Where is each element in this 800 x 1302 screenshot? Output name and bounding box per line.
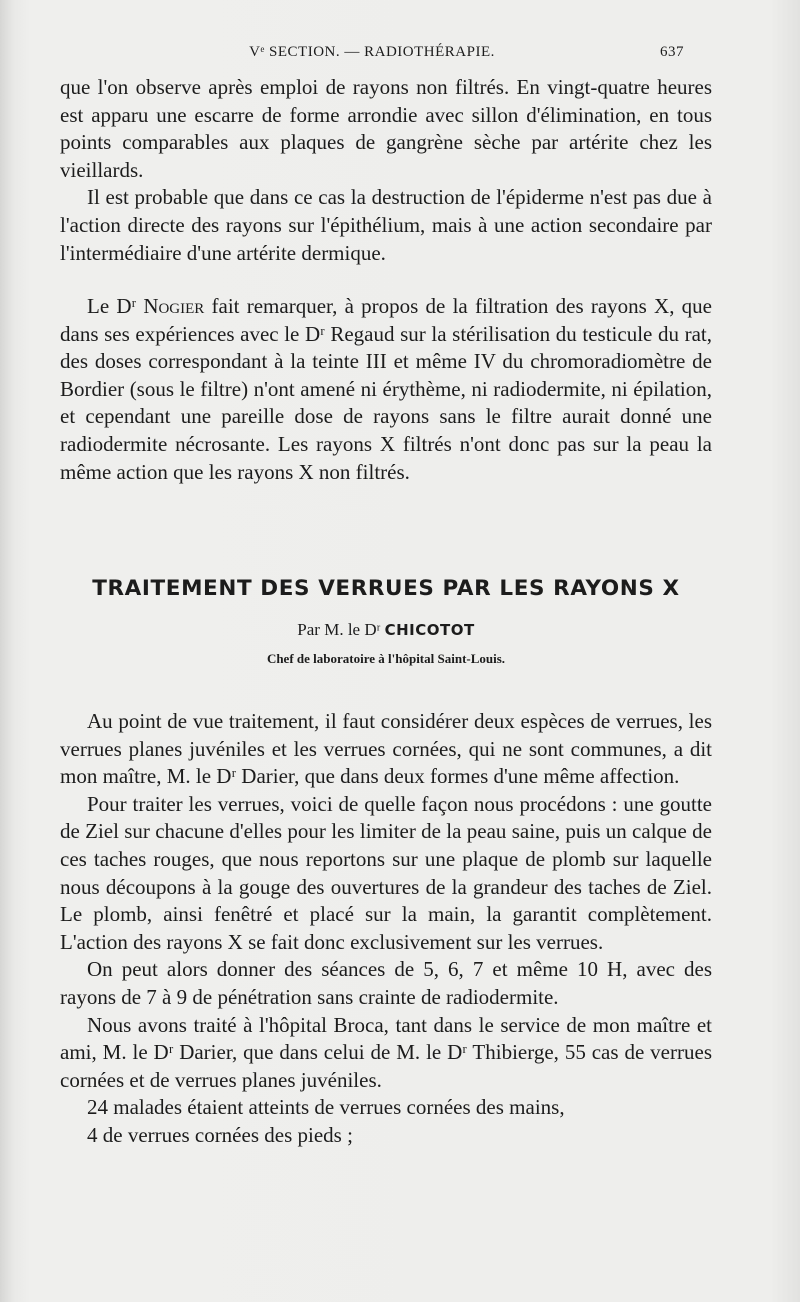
doctor-prefix: Le Dʳ [87, 294, 137, 318]
body-paragraph-1: Au point de vue traitement, il faut considérer deux espèces de verrues, les verrues planes juvéniles et les verrues cornées, qui ne sont communes, a dit mon maître, M. le Dʳ Darier, que dans deux formes d'une même affection. [60, 709, 712, 789]
page-number: 637 [660, 44, 684, 60]
intro-paragraph-2: Il est probable que dans ce cas la destruction de l'épiderme n'est pas due à l'action directe des rayons sur l'épithélium, mais à une action secondaire par l'intermédiaire d'une artérite dermique. [60, 185, 712, 265]
intro-paragraph-1: que l'on observe après emploi de rayons non filtrés. En vingt-quatre heures est apparu une escarre de forme arrondie avec sillon d'élimination, en tous points comparables aux plaques de gangrène sèche par artérite chez les vieillards. [60, 75, 712, 182]
body-paragraph-2: Pour traiter les verrues, voici de quelle façon nous procédons : une goutte de Ziel sur chacune d'elles pour les limiter de la peau saine, puis un calque de ces taches rouges, que nous reportons sur une plaque de plomb sur laquelle nous découpons à la gouge des ouvertures de la grandeur des taches de Ziel. Le plomb, ainsi fenêtré et placé sur la main, la garantit complètement. L'action des rayons X se fait donc exclusivement sur les verrues. [60, 791, 712, 954]
running-head [60, 44, 684, 68]
body-paragraph-3: On peut alors donner des séances de 5, 6, 7 et même 10 H, avec des rayons de 7 à 9 de pénétration sans crainte de radiodermite. [60, 957, 712, 1009]
article-title: TRAITEMENT DES VERRUES PAR LES RAYONS X [92, 576, 680, 601]
body-paragraph-6: 4 de verrues cornées des pieds ; [87, 1122, 353, 1147]
body-paragraph-4: Nous avons traité à l'hôpital Broca, tant dans le service de mon maître et ami, M. le Dʳ Darier, que dans celui de M. le Dʳ Thibierge, 55 cas de verrues cornées et de verrues planes juvéniles. [60, 1012, 712, 1092]
nogier-paragraph [60, 293, 712, 486]
running-title: Vᵉ SECTION. — RADIOTHÉRAPIE. [249, 44, 495, 60]
author-name: CHICOTOT [384, 621, 475, 639]
nogier-body: fait remarquer, à propos de la filtration des rayons X, que dans ses expériences avec le Dʳ Regaud sur la stérilisation du testicule du rat, des doses correspondant à la teinte III et même IV du chromoradiomètre de Bordier (sous le filtre) n'ont amené ni érythème, ni radiodermite, ni épilation, et cependant une pareille dose de rayons sans le filtre aurait donné une radiodermite nécrosante. Les rayons X filtrés n'ont donc pas sur la peau la même action que les rayons X non filtrés. [60, 294, 712, 484]
intro-text [60, 74, 712, 267]
doctor-name: Nogier [143, 294, 205, 318]
author-affiliation: Chef de laboratoire à l'hôpital Saint-Louis. [266, 651, 506, 666]
byline-prefix: Par M. le Dʳ [297, 620, 381, 639]
body-paragraph-5: 24 malades étaient atteints de verrues cornées des mains, [87, 1095, 565, 1120]
byline [60, 620, 712, 640]
nogier-remark [60, 293, 712, 486]
article-body [60, 708, 712, 1150]
